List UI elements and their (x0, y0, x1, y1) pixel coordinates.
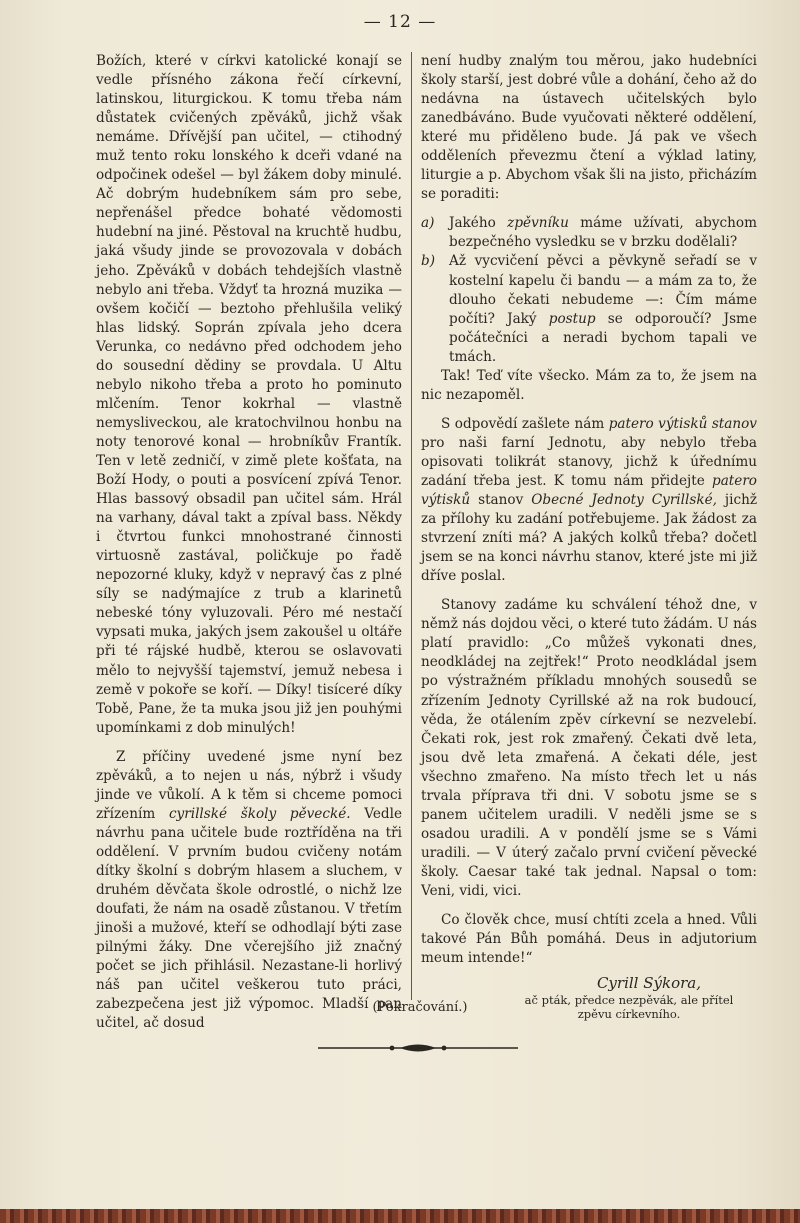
paragraph: Stanovy zadáme ku schválení téhož dne, v němž nás dojdou věci, o které tuto žádám. U nás platí pravidlo: „Co můžeš vykonati dnes, neodkládej na zejtřek!“ Proto neodkládal jsem po výstražném příkladu mnohých sousedů se zřízením Jednoty Cyrillské až na rok budoucí, věda, že otálením zpěv církevní se nezvelebí. Čekati rok, jest rok zmařený. Čekati dvě leta, jsou dvě leta zmařená. A čekati déle, jest všechno zmařeno. Na místo třech let u nás trvala příprava tři dni. V sobotu jsme se s panem učitelem uradili. V neděli jsme se s osadou uradili. A v pondělí jsme se s Vámi uradili. — V úterý začalo první cvičení pěvecké školy. Caesar také tak jednal. Napsal o tom: Veni, vidi, vici. (421, 597, 757, 899)
question-a: a) Jakého zpěvníku máme užívati, abychom bezpečného vysledku se v brzku dodělali? (421, 215, 757, 251)
right-column (421, 52, 757, 1021)
column-divider (411, 52, 412, 1000)
paragraph: Co člověk chce, musí chtíti zcela a hned. Vůli takové Pán Bůh pomáhá. Deus in adjutorium meum intende!“ (421, 912, 757, 967)
ornament-divider (318, 1040, 518, 1056)
paragraph: Božích, které v církvi katolické konají se vedle přísného zákona řečí církevní, latinskou, liturgickou. K tomu třeba nám důstatek cvičených zpěváků, jichž však nemáme. Dřívější pan učitel, — ctihodný muž tento roku lonského k dceři vdané na odpočinek odešel — byl žákem doby minulé. Ač dobrým hudebníkem sám pro sebe, nepřenášel předce bohaté vědomosti hudební na jiné. Pěstoval na kruchtě hudbu, jaká všudy jinde se provozovala v dobách jeho. Zpěváků v dobách tehdejších vlastně nebylo ani třeba. Vždyť ta hrozná muzika — ovšem kočičí — beztoho přehlušila veliký hlas lidský. Soprán zpívala jeho dcera Verunka, co nedávno před odchodem jeho do sousední dědiny se provdala. U Altu nebylo nikoho třeba a proto ho pominuto mlčením. Tenor kokrhal — vlastně nemysliveckou, ale kratochvilnou honbu na noty tenorové konal — hrobníkův Frantík. Ten v letě zedničí, v zimě plete košťata, na Boží Hody, o pouti a posvícení zpívá Tenor. Hlas bassový obsadil pan učitel sám. Hrál na varhany, dával takt a zpíval bass. Někdy i čtvrtou funkci mnohostrané činnosti virtuosně zastával, poličkuje po řadě nepozorné kluky, když v nepravý čas z plné síly se nadýmajíce z trub a klarinetů nebeské tóny vyluzovali. Péro mé nestačí vypsati muka, jakých jsem zakoušel u oltáře při té rájské hudbě, kterou se oslavovati mělo to nejvyšší tajemství, jemuž nebesa i země v pokoře se koří. — Díky! tisíceré díky Tobě, Pane, že ta muka jsou již jen pouhými upomínkami z dob minulých! (96, 53, 402, 736)
continuation-note: (Pokračování.) (372, 1000, 468, 1015)
paragraph: Tak! Teď víte všecko. Mám za to, že jsem na nic nezapoměl. (421, 367, 757, 403)
signature-note: zpěvu církevního. (577, 1007, 681, 1022)
signature-note: ač pták, předce nezpěvák, ale přítel (524, 993, 734, 1008)
page-edge-border (0, 1209, 800, 1223)
paragraph: není hudby znalým tou měrou, jako hudebníci školy starší, jest dobré vůle a dohání, čeho až do nedávna na ústavech učitelských bylo zanedbáváno. Bude vyučovati některé oddělení, které mu přiděleno bude. Já pak ve všech odděleních převezmu čtení a výklad latiny, liturgie a p. Abychom však šli na jisto, přicházím se poraditi: (421, 53, 757, 203)
signature: Cyrill Sýkora, (596, 974, 701, 993)
paragraph: S odpovědí zašlete nám patero výtisků stanov pro naši farní Jednotu, aby nebylo třeba opisovati tolikrát stanovy, jichž k úřednímu zadání třeba jest. K tomu nám přidejte patero výtisků stanov Obecné Jednoty Cyrillské, jichž za přílohy ku zadání potřebujeme. Jak žádost za stvrzení zníti má? A jakých kolků třeba? dočetl jsem se na konci návrhu stanov, které jste mi již dříve poslal. (421, 415, 757, 585)
page-number: — 12 — (363, 12, 437, 32)
question-b: b) Až vycvičení pěvci a pěvkyně seřadí se v kostelní kapelu či bandu — a mám za to, že dlouho čekati nebudeme —: Čím máme počíti? Jaký postup se odporoučí? Jsme počátečníci a neradi bychom tapali ve tmách. (421, 253, 757, 365)
emphasis: cyrillské školy pěvecké. (168, 805, 351, 822)
left-column (96, 52, 402, 1033)
paragraph: Z příčiny uvedené jsme nyní bez zpěváků, a to nejen u nás, nýbrž i všudy jinde ve vůkolí. A k těm si chceme pomoci zřízením cyrillské školy pěvecké. Vedle návrhu pana učitele bude roztříděna na tři oddělení. V prvním budou cvičeny notám dítky školní s dobrým hlasem a sluchem, v druhém děvčata škole odrostlé, o nichž lze doufati, že nám na osadě zůstanou. V třetím jinoši a mužové, kteří se odhodlají býti zase pilnými žáky. Dne včerejšího již značný počet se jich přihlásil. Nezastane-li horlivý náš pan učitel veškerou tuto práci, zabezpečena jest již výpomoc. Mladší pan učitel, ač dosud (96, 748, 403, 1032)
